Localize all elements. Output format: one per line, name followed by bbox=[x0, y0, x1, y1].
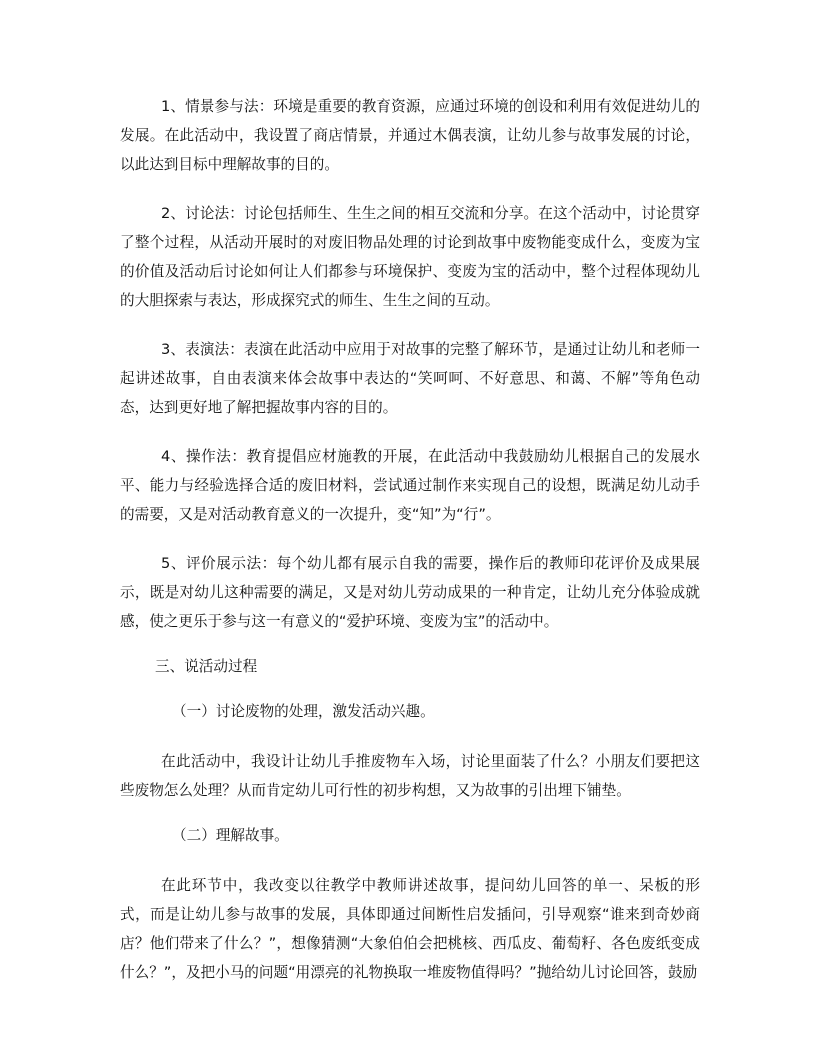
document-body bbox=[120, 92, 700, 1007]
subheading-discuss-waste: （一）讨论废物的处理，激发活动兴趣。 bbox=[172, 703, 435, 720]
paragraph-method-2: 2、讨论法：讨论包括师生、生生之间的相互交流和分享。在这个活动中，讨论贯穿了整个过程，从活动开展时的对废旧物品处理的讨论到故事中废物能变成什么，变废为宝的价值及活动后讨论如何让人们都参与环境保护、变废为宝的活动中，整个过程体现幼儿的大胆探索与表达，形成探究式的师生、生生之间的互动。 bbox=[120, 205, 700, 309]
subheading-understand-story: （二）理解故事。 bbox=[172, 827, 289, 844]
paragraph-discuss-waste: 在此活动中，我设计让幼儿手推废物车入场，讨论里面装了什么？小朋友们要把这些废物怎么处理？从而肯定幼儿可行性的初步构想，又为故事的引出埋下铺垫。 bbox=[120, 753, 700, 799]
section-heading-activity-process: 三、说活动过程 bbox=[155, 658, 258, 675]
paragraph-method-4: 4、操作法：教育提倡应材施教的开展，在此活动中我鼓励幼儿根据自己的发展水平、能力与经验选择合适的废旧材料，尝试通过制作来实现自己的设想，既满足幼儿动手的需要，又是对活动教育意义的一次提升，变“知”为“行”。 bbox=[120, 448, 700, 523]
paragraph-method-5: 5、评价展示法：每个幼儿都有展示自我的需要，操作后的教师印花评价及成果展示，既是对幼儿这种需要的满足，又是对幼儿劳动成果的一种肯定，让幼儿充分体验成就感，使之更乐于参与这一有意义的“爱护环境、变废为宝”的活动中。 bbox=[120, 555, 700, 630]
paragraph-understand-story: 在此环节中，我改变以往教学中教师讲述故事，提问幼儿回答的单一、呆板的形式，而是让幼儿参与故事的发展，具体即通过间断性启发插问，引导观察“谁来到奇妙商店？他们带来了什么？”，想像猜测“大象伯伯会把桃核、西瓜皮、葡萄籽、各色废纸变成什么？”，及把小马的问题“用漂亮的礼物换取一堆废物值得吗？”抛给幼儿讨论回答，鼓励 bbox=[120, 877, 700, 981]
paragraph-method-1: 1、情景参与法：环境是重要的教育资源，应通过环境的创设和利用有效促进幼儿的发展。在此活动中，我设置了商店情景，并通过木偶表演，让幼儿参与故事发展的讨论，以此达到目标中理解故事的目的。 bbox=[120, 98, 700, 173]
paragraph-method-3: 3、表演法：表演在此活动中应用于对故事的完整了解环节，是通过让幼儿和老师一起讲述故事，自由表演来体会故事中表达的“笑呵呵、不好意思、和蔼、不解”等角色动态，达到更好地了解把握故事内容的目的。 bbox=[120, 341, 700, 416]
